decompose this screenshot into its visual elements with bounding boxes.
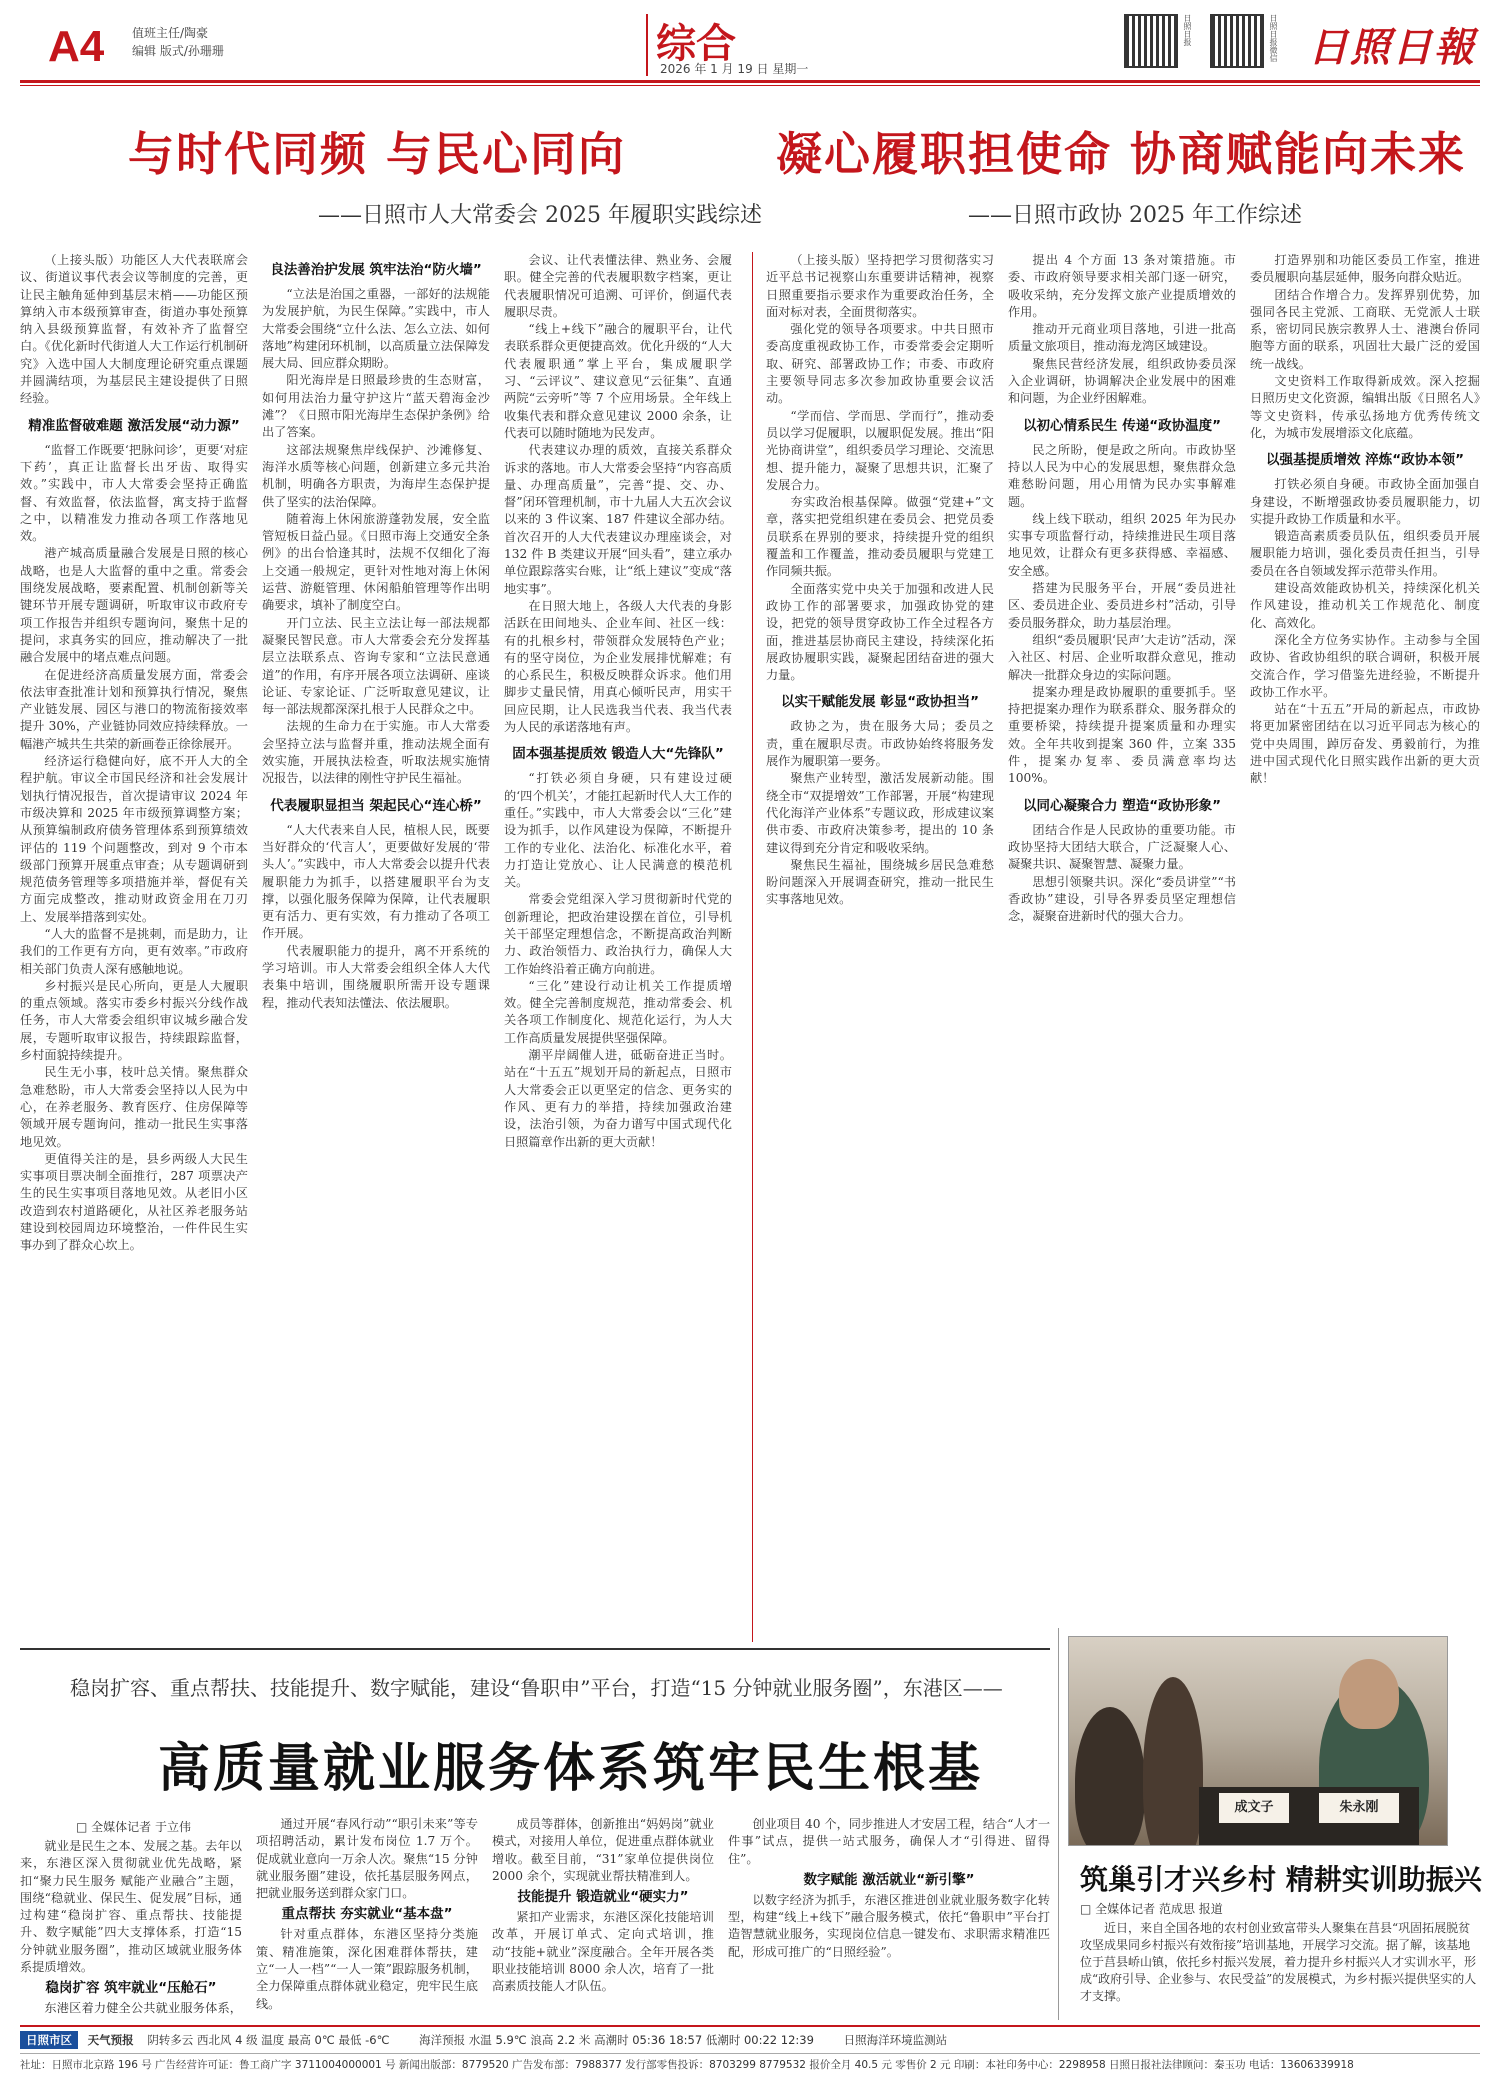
section-heading: 技能提升 锻造就业“硬实力” — [517, 1889, 689, 1906]
paragraph: 组织“委员履职‘民声’大走访”活动，深入社区、村居、企业听取群众意见，推动解决一批群众身边的实际问题。 — [1008, 632, 1236, 682]
paragraph: 潮平岸阔催人进，砥砺奋进正当时。站在“十五五”规划开局的新起点，日照市人大常委会正以更坚定的信念、更务实的作风、更有力的举措，持续加强政治建设，法治引领，为奋力谱写中国式现代化日照篇章作出新的更大贡献！ — [504, 1048, 732, 1149]
masthead-rule — [20, 80, 1480, 83]
issue-date: 2026 年 1 月 19 日 星期一 — [660, 62, 809, 76]
paragraph: 团结合作增合力。发挥界别优势，加强同各民主党派、工商联、无党派人士联系，密切同民族宗教界人士、港澳台侨同胞等方面的联系，巩固壮大最广泛的爱国统一战线。 — [1250, 287, 1480, 371]
paragraph: 以数字经济为抓手，东港区推进创业就业服务数字化转型，构建“线上+线下”融合服务模式，依托“鲁职申”平台打造智慧就业服务，实现岗位信息一键发布、求职需求精准匹配，形成可推广的“日照经验”。 — [728, 1892, 1050, 1959]
qr-caption: 日照日报 — [1183, 14, 1192, 46]
paragraph: 夯实政治根基保障。做强“党建+”文章，落实把党组织建在委员会、把党员委员联系在界别的要求，持续提升党的组织覆盖和工作覆盖，推动委员履职与党建工作同频共振。 — [766, 495, 994, 579]
newspaper-logo: 日照日報 — [1308, 24, 1476, 71]
paragraph: （上接头版）坚持把学习贯彻落实习近平总书记视察山东重要讲话精神，视察日照重要指示要求作为重要政治任务，全面对标对表，全面贯彻落实。 — [766, 253, 994, 319]
section-heading: 精准监督破难题 激活发展“动力源” — [28, 417, 240, 434]
paragraph: 打铁必须自身硬。市政协全面加强自身建设，不断增强政协委员履职能力，切实提升政协工作质量和水平。 — [1250, 477, 1480, 526]
paragraph: “立法是治国之重器，一部好的法规能为发展护航，为民生保障。”实践中，市人大常委会围绕“立什么法、怎么立法、如何落地”构建闭环机制，以高质量立法保障发展大局、回应群众期盼。 — [262, 287, 490, 371]
paragraph: 推动开元商业项目落地，引进一批高质量文旅项目，推动海龙湾区域建设。 — [1008, 322, 1236, 354]
paragraph: 锻造高素质委员队伍，组织委员开展履职能力培训，强化委员责任担当，引导委员在各自领域发挥示范带头作用。 — [1250, 529, 1480, 578]
right-subheadline: ——日照市政协 2025 年工作综述 — [968, 203, 1302, 228]
paragraph: （上接头版）功能区人大代表联席会议、街道议事代表会议等制度的完善，更让民主触角延伸到基层末梢——功能区预算纳入市本级预算审查，街道办事处预算纳入县级预算监督，有效补齐了监督空白。《优化新时代街道人大工作运行机制研究》入选中国人大制度理论研究重点课题并圆满结项，为基层民主建设提供了日照经验。 — [20, 253, 248, 406]
paragraph: 常委会党组深入学习贯彻新时代党的创新理论，把政治建设摆在首位，引导机关干部坚定理想信念，不断提高政治判断力、政治领悟力、政治执行力，确保人大工作始终沿着正确方向前进。 — [504, 892, 732, 976]
section-heading: 以同心凝聚合力 塑造“政协形象” — [1023, 797, 1221, 814]
section-heading: 良法善治护发展 筑牢法治“防火墙” — [270, 262, 482, 278]
paragraph: 阳光海岸是日照最珍贵的生态财富，如何用法治力量守护这片“蓝天碧海金沙滩”？《日照市阳光海岸生态保护条例》给出了答案。 — [262, 373, 490, 440]
paragraph: “监督工作既要‘把脉问诊’，更要‘对症下药’，真正让监督长出牙齿、取得实效。”实践中，市人大常委会坚持正确监督、有效监督，依法监督，寓支持于监督之中，以精准发力推动各项工作落地见效。 — [20, 442, 248, 544]
bottom-kicker: 稳岗扩容、重点帮扶、技能提升、数字赋能，建设“鲁职申”平台，打造“15 分钟就业服务圈”，东港区—— — [70, 1676, 1003, 1700]
paragraph: 全面落实党中央关于加强和改进人民政协工作的部署要求，加强政协党的建设，把党的领导贯穿政协工作全过程各方面，推进基层协商民主建设，持续深化拓展政协履职实践，凝聚起团结奋进的强大力量。 — [766, 581, 994, 683]
paragraph: 随着海上休闲旅游蓬勃发展，安全监管短板日益凸显。《日照市海上交通安全条例》的出台恰逢其时，法规不仅细化了海上交通一般规定，更针对性地对海上休闲运营、游艇管理、休闲船舶管理等作出明确要求，填补了制度空白。 — [262, 511, 490, 613]
bottom-column-1 — [20, 1838, 242, 2018]
paragraph: 经济运行稳健向好，底不开人大的全程护航。审议全市国民经济和社会发展计划执行情况报告，首次提请审议 2024 年市级决算和 2025 年市级预算调整方案；从预算编制政府债务管理体系到预算绩效评估的 119 个问题整改，到对 9 个市本级部门预算开展重点审查；从专题调研到规范债务管理等多项措施并举，督促有关方面完成整改，推动财政资金用在刀刃上、发展举措落到实处。 — [20, 754, 248, 924]
paragraph: 法规的生命力在于实施。市人大常委会坚持立法与监督并重，推动法规全面有效实施，开展执法检查，听取法规实施情况报告，以法律的刚性守护民生福祉。 — [262, 719, 490, 786]
left-headline: 与时代同频 与民心同向 — [128, 127, 627, 181]
paragraph: 港产城高质量融合发展是日照的核心战略，也是人大监督的重中之重。常委会围绕发展战略，要素配置、机制创新等关键环节开展专题调研，听取审议市政府专项工作报告并组织专题询问，聚焦十足的提问，求真务实的回应，推动解决了一批融合发展中的堵点难点问题。 — [20, 546, 248, 665]
footer — [20, 2025, 1480, 2073]
paragraph: 搭建为民服务平台，开展“委员进社区、委员进企业、委员进乡村”活动，引导委员服务群众，助力基层治理。 — [1008, 581, 1236, 630]
left-column-1 — [20, 252, 248, 1652]
bottom-column-4 — [728, 1816, 1050, 2018]
name-card: 成文子 — [1219, 1793, 1289, 1823]
paragraph: 就业是民生之本、发展之基。去年以来，东港区深入贯彻就业优先战略，紧扣“聚力民生服务 赋能产业融合”主题，围绕“稳就业、保民生、促发展”目标，通过构建“稳岗扩容、重点帮扶、技能提升、数字赋能”四大支撑体系，打造“15 分钟就业服务圈”，推动区域就业服务体系提质增效。 — [20, 1839, 242, 1975]
editor-credits — [132, 24, 224, 60]
paragraph: 强化党的领导各项要求。中共日照市委高度重视政协工作，市委常委会定期听取、研究、部署政协工作；市委、市政府主要领导同志多次参加政协重要会议活动。 — [766, 322, 994, 406]
name-card: 朱永刚 — [1319, 1793, 1399, 1823]
city-badge: 日照市区 — [20, 2031, 78, 2049]
bottom-byline: □ 全媒体记者 于立伟 — [76, 1820, 191, 1834]
left-column-2 — [262, 252, 490, 1652]
ocean-info: 海洋预报 水温 5.9℃ 浪高 2.2 米 高潮时 05:36 18:57 低潮时 00:22 12:39 — [419, 2033, 814, 2047]
article-divider — [752, 252, 753, 1642]
paragraph: 政协之为，贵在服务大局；委员之责，重在履职尽责。市政协始终将服务发展作为履职第一要务。 — [766, 719, 994, 769]
weather-label: 天气预报 — [87, 2033, 134, 2047]
paragraph: 这部法规聚焦岸线保护、沙滩修复、海洋水质等核心问题，创新建立多元共治机制，明确各方职责，为海岸生态保护提供了坚实的法治保障。 — [262, 442, 490, 509]
bottom-headline: 高质量就业服务体系筑牢民生根基 — [158, 1739, 984, 1799]
paragraph: “线上+线下”融合的履职平台，让代表联系群众更便捷高效。优化升级的“人大代表履职通”掌上平台，集成履职学习、“云评议”、建议意见“云征集”、直通两院“云旁听”等 7 个应用场景。全年线上收集代表和群众意见建议 2000 余条，让代表可以随时随地为民发声。 — [504, 322, 732, 440]
bottom-column-3 — [492, 1816, 714, 2018]
paragraph: 紧扣产业需求，东港区深化技能培训改革，开展订单式、定向式培训，推动“技能+就业”深度融合。全年开展各类职业技能培训 8000 余人次，培育了一批高素质技能人才队伍。 — [492, 1910, 714, 1994]
section-heading: 固本强基提质效 锻造人大“先锋队” — [512, 746, 724, 763]
paragraph: 打造界别和功能区委员工作室，推进委员履职向基层延伸，服务向群众贴近。 — [1250, 253, 1480, 285]
paragraph: 聚焦民营经济发展，组织政协委员深入企业调研，协调解决企业发展中的困难和问题，为企业纾困解难。 — [1008, 356, 1236, 406]
paragraph: “打铁必须自身硬，只有建设过硬的‘四个机关’，才能扛起新时代人大工作的重任。”实践中，市人大常委会以“三化”建设为抓手，以作风建设为保障，不断提升工作的专业化、法治化、标准化水平，着力打造让党放心、让人民满意的模范机关。 — [504, 771, 732, 890]
paragraph: 开门立法、民主立法让每一部法规都凝聚民智民意。市人大常委会充分发挥基层立法联系点、咨询专家和“立法民意通道”的作用，有序开展各项立法调研、座谈论证、专家论证、广泛听取意见建议，让每一部法规都深深扎根于人民群众之中。 — [262, 615, 490, 717]
paragraph: “人大代表来自人民，植根人民，既要当好群众的‘代言人’，更要做好发展的‘带头人’。”实践中，市人大常委会以提升代表履职能力为抓手，以搭建履职平台为支撑，以强化服务保障为保障，让代表履职更有活力、更有实效，有力推动了各项工作开展。 — [262, 822, 490, 941]
news-photo[interactable] — [1068, 1636, 1448, 1846]
paragraph: “三化”建设行动让机关工作提质增效。健全完善制度规范，推动常委会、机关各项工作制度化、规范化运行，为人大工作高质量发展提供坚强保障。 — [504, 978, 732, 1045]
paragraph: 更值得关注的是，县乡两级人大民生实事项目票决制全面推行，287 项票决产生的民生实事项目落地见效。从老旧小区改造到农村道路硬化，从社区养老服务站建设到校园周边环境整治，一件件民生实事办到了群众心坎上。 — [20, 1151, 248, 1253]
section-heading: 重点帮扶 夯实就业“基本盘” — [281, 1906, 453, 1923]
paragraph: 针对重点群体，东港区坚持分类施策、精准施策，深化困难群体帮扶，建立“一人一档”“一人一策”跟踪服务机制，全力保障重点群体就业稳定，兜牢民生底线。 — [256, 1927, 478, 2011]
paragraph: 聚焦产业转型，激活发展新动能。围绕全市“双提增效”工作部署，开展“构建现代化海洋产业体系”专题议政，形成建议案供市委、市政府决策参考，提出的 10 条建议得到充分肯定和吸收采纳。 — [766, 771, 994, 855]
right-headline: 凝心履职担使命 协商赋能向未来 — [776, 127, 1467, 181]
right-column-2 — [1008, 252, 1236, 1652]
paragraph: 乡村振兴是民心所向，更是人大履职的重点领域。落实市委乡村振兴分线作战任务，市人大常委会组织审议城乡融合发展，专题听取审议报告，持续跟踪监督，乡村面貌持续提升。 — [20, 978, 248, 1063]
photo-person — [1075, 1707, 1145, 1846]
paragraph: 创业项目 40 个，同步推进人才安居工程，结合“人才一件事”试点，提供一站式服务，确保人才“引得进、留得住”。 — [728, 1817, 1050, 1866]
section-heading: 稳岗扩容 筑牢就业“压舱石” — [45, 1980, 217, 1997]
paragraph: 通过开展“春风行动”“职引未来”等专项招聘活动，累计发布岗位 1.7 万个。促成就业意向一万余人次。聚焦“15 分钟就业服务圈”建设，依托基层服务网点，把就业服务送到群众家门口。 — [256, 1817, 478, 1901]
qr-caption: 日照日报微信 — [1269, 14, 1278, 62]
paragraph: 会议、让代表懂法律、熟业务、会履职。健全完善的代表履职数字档案，更让代表履职情况可追溯、可评价，倒逼代表履职尽责。 — [504, 253, 732, 319]
left-column-3 — [504, 252, 732, 1652]
paragraph: 成员等群体，创新推出“妈妈岗”就业模式，对接用人单位，促进重点群体就业增收。截至目前，“31”家单位提供岗位 2000 余个，实现就业帮扶精准到人。 — [492, 1817, 714, 1883]
section-title: 综合 — [656, 21, 736, 67]
paragraph: 民之所盼，便是政之所向。市政协坚持以人民为中心的发展思想，聚焦群众急难愁盼问题，用心用情为民办实事解难题。 — [1008, 442, 1236, 509]
photo-divider — [1058, 1628, 1059, 2020]
monitor-station: 日照海洋环境监测站 — [843, 2033, 948, 2047]
left-subheadline: ——日照市人大常委会 2025 年履职实践综述 — [318, 203, 762, 228]
paragraph: 站在“十五五”开局的新起点，市政协将更加紧密团结在以习近平同志为核心的党中央周围，踔厉奋发、勇毅前行，为推进中国式现代化日照实践作出新的更大贡献！ — [1250, 702, 1480, 786]
paragraph: 建设高效能政协机关，持续深化机关作风建设，推动机关工作规范化、制度化、高效化。 — [1250, 581, 1480, 630]
photo-caption: 近日，来自全国各地的农村创业致富带头人聚集在莒县“巩固拓展脱贫攻坚成果同乡村振兴有效衔接”培训基地，开展学习交流。据了解，该基地位于莒县峤山镇，依托乡村振兴发展，着力提升乡村振兴人才实训水平，形成“政府引导、企业参与、农民受益”的发展模式，为乡村振兴提供坚实的人才支撑。 — [1080, 1921, 1477, 2003]
paragraph: 东港区着力健全公共就业服务体系， — [44, 2001, 242, 2016]
section-heading: 以实干赋能发展 彰显“政协担当” — [781, 694, 979, 711]
editor-on-duty: 值班主任/陶豪 — [132, 26, 209, 40]
paragraph: 代表建议办理的质效，直接关系群众诉求的落地。市人大常委会坚持“内容高质量、办理高质量”，完善“提、交、办、督”闭环管理机制，市十九届人大五次会议以来的 3 件议案、187 件建议全部办结。首次召开的人大代表建议办理座谈会，对 132 件 B 类建议开展“回头看”，建立承办单位跟踪落实台账，让“纸上建议”变成“落地实事”。 — [504, 443, 732, 596]
paragraph: 团结合作是人民政协的重要功能。市政协坚持大团结大联合，广泛凝聚人心、凝聚共识、凝聚智慧、凝聚力量。 — [1008, 822, 1236, 872]
qr-code-icon[interactable] — [1210, 14, 1264, 68]
paragraph: 在促进经济高质量发展方面，常委会依法审查批准计划和预算执行情况，聚焦产业链发展、园区与港口的物流衔接效率提升 30%，产业链协同效应持续释放。一幅港产城共生共荣的新画卷正徐徐展开。 — [20, 667, 248, 751]
photo-byline: □ 全媒体记者 范成思 报道 — [1080, 1902, 1223, 1916]
paragraph: 提出 4 个方面 13 条对策措施。市委、市政府领导要求相关部门逐一研究，吸收采纳，充分发挥文旅产业提质增效的作用。 — [1008, 253, 1236, 319]
bottom-column-2 — [256, 1816, 478, 2018]
page-number: A4 — [48, 22, 105, 71]
section-heading: 以初心情系民生 传递“政协温度” — [1023, 417, 1221, 434]
section-heading: 以强基提质增效 淬炼“政协本领” — [1266, 452, 1464, 469]
masthead-divider — [646, 14, 648, 76]
photo-headline: 筑巢引才兴乡村 精耕实训助振兴 — [1080, 1863, 1482, 1896]
editor-layout: 编辑 版式/孙珊珊 — [132, 44, 224, 58]
paragraph: 文史资料工作取得新成效。深入挖掘日照历史文化资源，编辑出版《日照名人》等文史资料，传承弘扬地方优秀传统文化，为城市发展增添文化底蕴。 — [1250, 374, 1480, 440]
paragraph: 聚焦民生福祉，围绕城乡居民急难愁盼问题深入开展调查研究，推动一批民生实事落地见效。 — [766, 857, 994, 907]
right-column-1 — [766, 252, 994, 1652]
qr-code-icon[interactable] — [1124, 14, 1178, 68]
paragraph: 代表履职能力的提升，离不开系统的学习培训。市人大常委会组织全体人大代表集中培训，围绕履职所需开设专题课程，推动代表知法懂法、依法履职。 — [262, 943, 490, 1010]
photo-person — [1143, 1677, 1203, 1846]
paragraph: 在日照大地上，各级人大代表的身影活跃在田间地头、企业车间、社区一线：有的扎根乡村，带领群众发展特色产业；有的坚守岗位，为企业发展排忧解难；有的心系民生，积极反映群众诉求。他们用脚步丈量民情，用真心倾听民声，用实干回应民期，让人民选我当代表、我当代表为人民的承诺落地有声。 — [504, 598, 732, 735]
section-rule — [20, 1648, 1050, 1650]
weather-row — [20, 2031, 1480, 2049]
weather-info: 阴转多云 西北风 4 级 温度 最高 0℃ 最低 -6℃ — [147, 2033, 390, 2047]
paragraph: 民生无小事，枝叶总关情。聚焦群众急难愁盼，市人大常委会坚持以人民为中心，在养老服务、教育医疗、住房保障等领域开展专题询问，推动一批民生实事落地见效。 — [20, 1065, 248, 1149]
paragraph: 深化全方位务实协作。主动参与全国政协、省政协组织的联合调研，积极开展交流合作，学习借鉴先进经验，不断提升政协工作水平。 — [1250, 632, 1480, 699]
paragraph: 提案办理是政协履职的重要抓手。坚持把提案办理作为联系群众、服务群众的重要桥梁，持续提升提案质量和办理实效。全年共收到提案 360 件，立案 335 件，提案办复率、委员满意率均达 100%。 — [1008, 684, 1236, 786]
masthead-rule — [20, 85, 1480, 86]
imprint-row: 社址：日照市北京路 196 号 广告经营许可证：鲁工商广字 3711004000001 号 新闻出版部：8779520 广告发布部：7988377 发行部零售投诉：8703299 8779532 报价全月 40.5 元 零售价 2 元 印刷：本社印务中心：2298958 日照日报社法律顾问：秦玉功 电话：13606339918 — [20, 2053, 1480, 2072]
right-column-3 — [1250, 252, 1480, 1652]
section-heading: 数字赋能 激活就业“新引擎” — [803, 1871, 975, 1888]
paragraph: “学而信、学而思、学而行”，推动委员以学习促履职，以履职促发展。推出“阳光协商讲堂”，组织委员学习理论、交流思想、提升能力，凝聚了思想共识，汇聚了发展合力。 — [766, 408, 994, 492]
photo-face — [1339, 1659, 1399, 1729]
paragraph: 思想引领聚共识。深化“委员讲堂”“书香政协”建设，引导各界委员坚定理想信念，凝聚奋进新时代的强大合力。 — [1008, 874, 1236, 924]
paragraph: “人大的监督不是挑刺，而是助力，让我们的工作更有方向，更有效率。”市政府相关部门负责人深有感触地说。 — [20, 926, 248, 976]
paragraph: 线上线下联动，组织 2025 年为民办实事专项监督行动，持续推进民生项目落地见效，让群众有更多获得感、幸福感、安全感。 — [1008, 511, 1236, 578]
section-heading: 代表履职显担当 架起民心“连心桥” — [270, 797, 482, 814]
